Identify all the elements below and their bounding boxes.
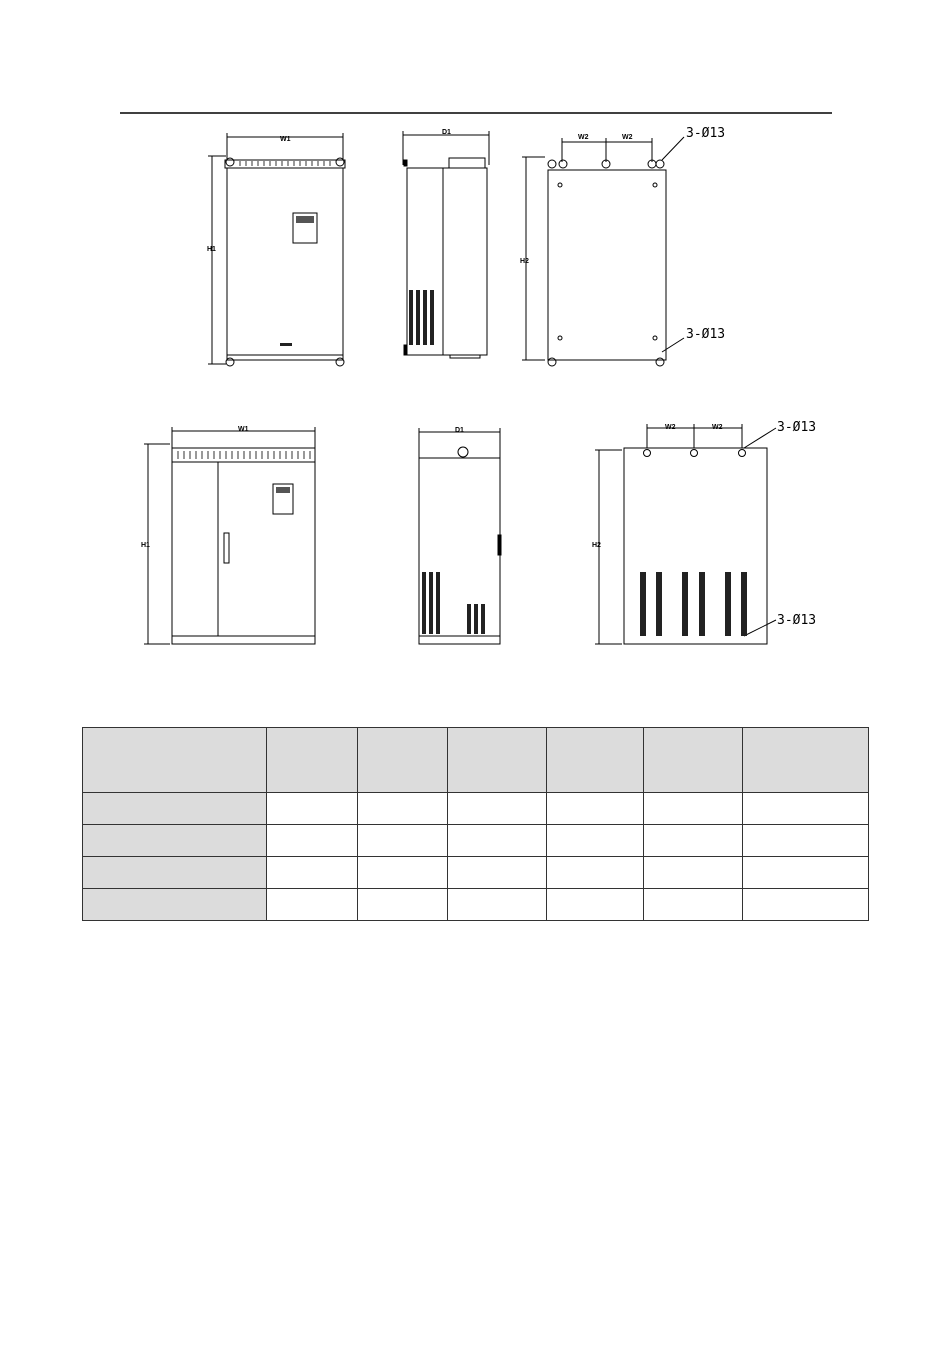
- table-cell: [742, 793, 868, 825]
- back-vents-large: [640, 572, 747, 636]
- table-cell: [643, 889, 742, 921]
- side-vents-small: [409, 290, 434, 345]
- table-header-cell: [358, 728, 448, 793]
- front-vent-strip-large: [178, 451, 310, 459]
- table-cell: [643, 793, 742, 825]
- hole-callout-top: 3-Ø13: [686, 126, 726, 141]
- back-view-small: [522, 137, 684, 366]
- table-cell: [742, 889, 868, 921]
- table-header-cell: [448, 728, 546, 793]
- side-view-small: [403, 131, 489, 358]
- table-cell: [267, 793, 358, 825]
- table-cell: [448, 793, 546, 825]
- dim-label-w2-left-large: W2: [665, 424, 676, 431]
- table-cell: [448, 825, 546, 857]
- dim-label-w1: W1: [280, 136, 291, 143]
- table-cell: [742, 857, 868, 889]
- dim-label-d1-large: D1: [455, 427, 464, 434]
- dimension-table: [82, 727, 869, 921]
- front-vent-strip-small: [240, 161, 330, 166]
- side-vents-large: [422, 572, 485, 634]
- dim-label-w2-right-large: W2: [712, 424, 723, 431]
- dim-label-w2-right: W2: [622, 134, 633, 141]
- table-cell: [546, 889, 643, 921]
- hole-callout-top-large: 3-Ø13: [777, 420, 817, 435]
- dim-label-h1: H1: [207, 246, 216, 253]
- front-view-small: [208, 133, 345, 366]
- table-cell: [358, 825, 448, 857]
- table-cell: [546, 857, 643, 889]
- table-row: [83, 889, 869, 921]
- table-header-cell: [83, 728, 267, 793]
- table-row: [83, 793, 869, 825]
- table-header-cell: [546, 728, 643, 793]
- dim-label-w2-left: W2: [578, 134, 589, 141]
- table-cell: [546, 825, 643, 857]
- dim-label-h1-large: H1: [141, 542, 150, 549]
- table-header-cell: [742, 728, 868, 793]
- dim-label-h2: H2: [520, 258, 529, 265]
- table-cell: [643, 857, 742, 889]
- table-header-cell: [643, 728, 742, 793]
- row-label-cell: [83, 889, 267, 921]
- dim-label-h2-large: H2: [592, 542, 601, 549]
- hole-callout-bottom: 3-Ø13: [686, 327, 726, 342]
- dim-label-d1: D1: [442, 129, 451, 136]
- table-cell: [643, 825, 742, 857]
- table-cell: [358, 793, 448, 825]
- hole-callout-bottom-large: 3-Ø13: [777, 613, 817, 628]
- table-cell: [267, 857, 358, 889]
- table-cell: [448, 857, 546, 889]
- row-label-cell: [83, 857, 267, 889]
- row-label-cell: [83, 825, 267, 857]
- table-row: [83, 825, 869, 857]
- table-cell: [267, 825, 358, 857]
- table-header-cell: [267, 728, 358, 793]
- door-handle: [224, 533, 229, 563]
- table-cell: [358, 889, 448, 921]
- table-header-row: [83, 728, 869, 793]
- table-cell: [267, 889, 358, 921]
- dim-label-w1-large: W1: [238, 426, 249, 433]
- row-label-cell: [83, 793, 267, 825]
- table-row: [83, 857, 869, 889]
- table-cell: [358, 857, 448, 889]
- table-cell: [546, 793, 643, 825]
- table-cell: [448, 889, 546, 921]
- front-view-large: [144, 427, 315, 644]
- table-cell: [742, 825, 868, 857]
